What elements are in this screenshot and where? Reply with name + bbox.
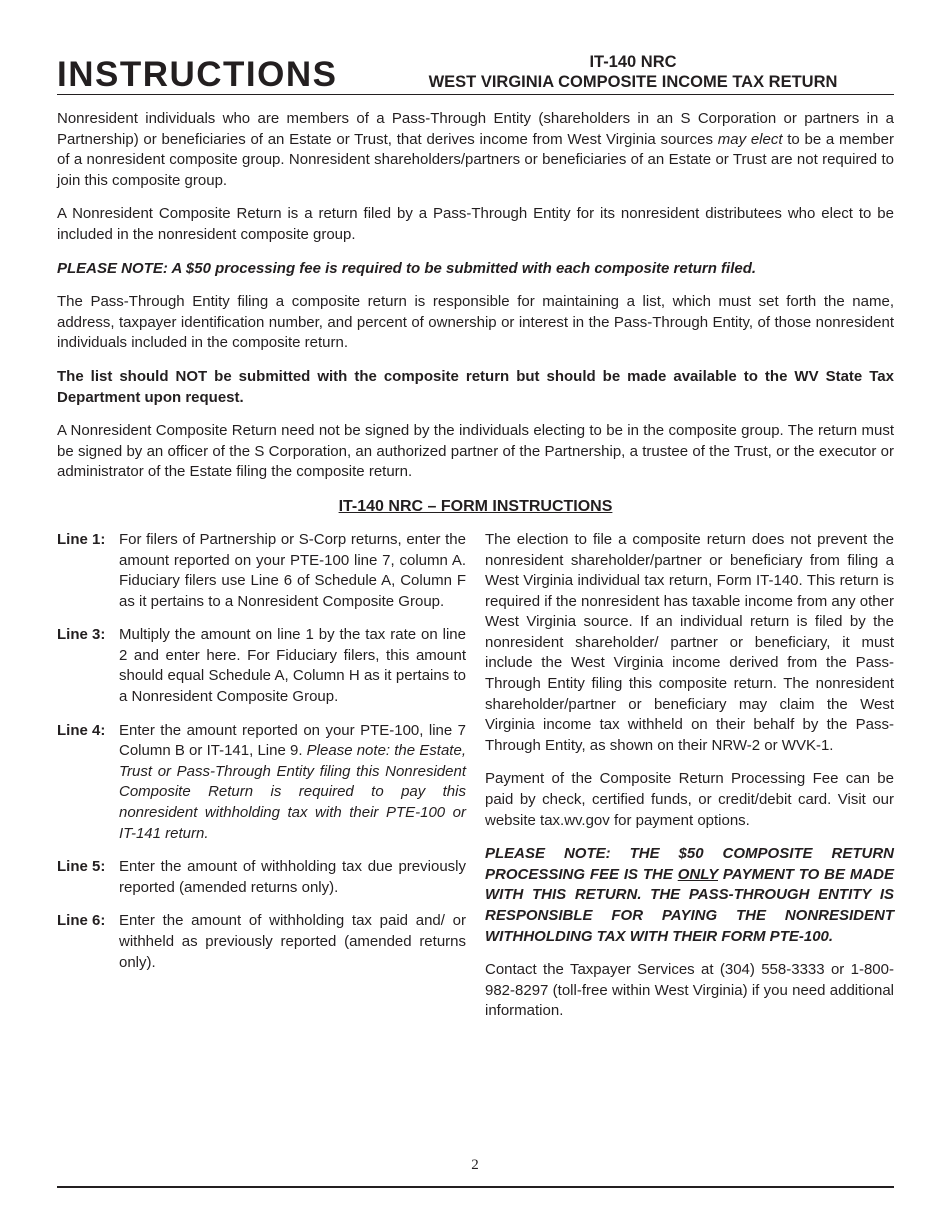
- general-info-column: [485, 530, 894, 1035]
- intro-section: [57, 109, 894, 483]
- page-number: 2: [471, 1157, 479, 1173]
- form-title: [402, 52, 864, 92]
- intro-paragraph-1: Nonresident individuals who are members of a Pass-Through Entity (shareholders in an S Corporation or partners in a Partnership) or beneficiaries of an Estate or Trust, that derives income from West Virginia sources may elect to be a member of a nonresident composite group. Nonresident shareholders/partners or beneficiaries of an Estate or Trust are not required to join this composite group.: [57, 110, 895, 189]
- line-label: Line 4:: [57, 721, 106, 739]
- processing-fee-note: PLEASE NOTE: A $50 processing fee is required to be submitted with each composite return filed.: [57, 259, 757, 277]
- page-header: [57, 52, 894, 95]
- line-text: Multiply the amount on line 1 by the tax rate on line 2 and enter here. For Fiduciary filers, this amount should equal Schedule A, Column H as it pertains to a Nonresident Composite Group.: [119, 626, 466, 706]
- line-instructions-column: [57, 530, 466, 986]
- contact-paragraph: Contact the Taxpayer Services at (304) 558-3333 or 1-800-982-8297 (toll-free within West Virginia) if you need additional information.: [485, 961, 894, 1020]
- page-title: INSTRUCTIONS: [57, 55, 338, 94]
- line-item: [57, 625, 466, 707]
- line-item: [57, 530, 466, 612]
- line-item: [57, 911, 466, 973]
- form-name: WEST VIRGINIA COMPOSITE INCOME TAX RETURN: [428, 73, 838, 91]
- intro-paragraph-4: The Pass-Through Entity filing a composite return is responsible for maintaining a list, which must set forth the name, address, taxpayer identification number, and percent of ownership or interest in the Pass-Through Entity, of those nonresident individuals included in the composite return.: [57, 293, 894, 352]
- line-label: Line 1:: [57, 530, 106, 548]
- section-title: IT-140 NRC – FORM INSTRUCTIONS: [338, 497, 613, 515]
- line-item: [57, 857, 466, 898]
- line-label: Line 3:: [57, 626, 106, 644]
- form-code: IT-140 NRC: [589, 53, 677, 71]
- payment-methods-paragraph: Payment of the Composite Return Processing Fee can be paid by check, certified funds, or credit/debit card. Visit our website tax.wv.gov for payment options.: [485, 770, 894, 829]
- line-item: [57, 721, 466, 845]
- intro-paragraph-6: A Nonresident Composite Return need not be signed by the individuals electing to be in the composite group. The return must be signed by an officer of the S Corporation, an authorized partner of the Partnership, a trustee of the Trust, or the executor or administrator of the Estate filing the composite return.: [57, 422, 894, 481]
- line-text: Enter the amount reported on your PTE-100, line 7 Column B or IT-141, Line 9. Please note: the Estate, Trust or Pass-Through Entity filing this Nonresident Composite Return is required to pay this nonresident withholding tax with their PTE-100 or IT-141 return.: [119, 721, 466, 842]
- line-text: Enter the amount of withholding tax paid and/ or withheld as previously reported (amended returns only).: [119, 912, 466, 971]
- line-label: Line 5:: [57, 858, 106, 876]
- composite-election-paragraph: The election to file a composite return does not prevent the nonresident shareholder/partner or beneficiary from filing a West Virginia individual tax return, Form IT-140. This return is required if the nonresident has taxable income from any other West Virginia source. If an individual return is filed by the nonresident shareholder/ partner or beneficiary, it must include the West Virginia income derived from the Pass-Through Entity filing this composite return. The nonresident shareholder/partner or beneficiary may claim the West Virginia income tax withheld on their behalf by the Pass-Through Entity, as shown on their NRW-2 or WVK-1.: [485, 530, 894, 754]
- line-label: Line 6:: [57, 912, 106, 930]
- line-text: Enter the amount of withholding tax due previously reported (amended returns only).: [119, 858, 466, 896]
- document-page: [57, 52, 895, 1020]
- footer-divider: [57, 1186, 894, 1188]
- only-payment-note: PLEASE NOTE: THE $50 COMPOSITE RETURN PROCESSING FEE IS THE ONLY PAYMENT TO BE MADE WITH THIS RETURN. THE PASS-THROUGH ENTITY IS RESPONSIBLE FOR PAYING THE NONRESIDENT WITHHOLDING TAX WITH THEIR FORM PTE-100.: [485, 845, 894, 945]
- line-text: For filers of Partnership or S-Corp returns, enter the amount reported on your PTE-100 line 7, column A. Fiduciary filers use Line 6 of Schedule A, Column F as it pertains to a Nonresident Composite Group.: [119, 530, 466, 610]
- list-submission-note: The list should NOT be submitted with the composite return but should be made available to the WV State Tax Department upon request.: [57, 367, 894, 406]
- intro-paragraph-2: A Nonresident Composite Return is a return filed by a Pass-Through Entity for its nonresident distributees who elect to be included in the nonresident composite group.: [57, 205, 894, 243]
